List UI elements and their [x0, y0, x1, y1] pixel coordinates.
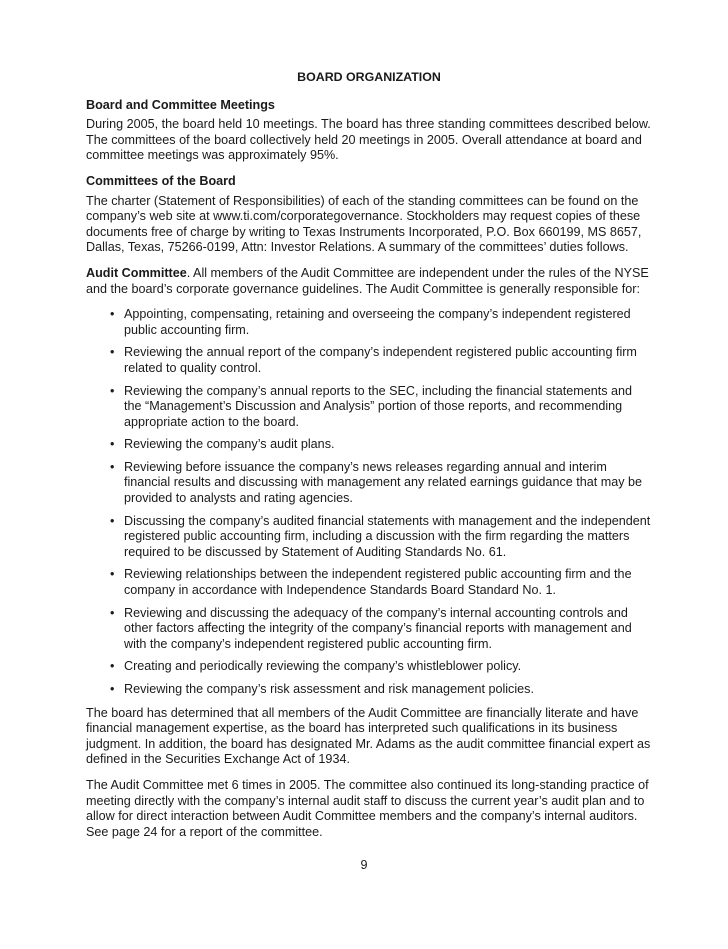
list-item-text: Reviewing relationships between the independent registered public accounting firm and the company in accordance with Independence Standards Board Standard No. 1.	[124, 567, 632, 598]
bullet-icon: •	[110, 605, 115, 620]
document-page	[86, 70, 652, 850]
audit-intro-paragraph	[86, 266, 652, 297]
bullet-icon: •	[110, 567, 115, 582]
list-item	[107, 345, 652, 376]
list-item	[107, 567, 652, 598]
list-item-text: Creating and periodically reviewing the company’s whistleblower policy.	[124, 659, 522, 674]
audit-expertise-paragraph: The board has determined that all members of the Audit Committee are financially literate and have financial management expertise, as the board has interpreted such qualifications in its business judgment. In addition, the board has designated Mr. Adams as the audit committee financial expert as defined in the Securities Exchange Act of 1934.	[86, 705, 651, 767]
list-item	[107, 307, 652, 338]
bullet-icon: •	[110, 682, 115, 696]
audit-responsibilities-list	[86, 307, 652, 697]
bullet-icon: •	[110, 659, 115, 674]
bullet-icon: •	[110, 307, 115, 322]
list-item	[107, 437, 652, 453]
audit-committee-lead: Audit Committee	[86, 265, 187, 280]
audit-intro-text: . All members of the Audit Committee are independent under the rules of the NYSE and the board’s corporate governance guidelines. The Audit Committee is generally responsible for:	[86, 265, 649, 296]
list-item	[107, 659, 652, 675]
list-item-text: Reviewing the company’s risk assessment and risk management policies.	[124, 682, 534, 696]
list-item-text: Reviewing and discussing the adequacy of the company’s internal accounting controls and other factors affecting the integrity of the company’s financial reports with management and with the company’s independent registered public accounting firm.	[124, 605, 632, 651]
list-item-text: Reviewing the company’s annual reports to the SEC, including the financial statements and the “Management’s Discussion and Analysis” portion of those reports, and recommending appropriate action to the board.	[124, 383, 633, 429]
bullet-icon: •	[110, 459, 115, 474]
list-item	[107, 682, 652, 698]
list-item	[107, 384, 652, 431]
list-item	[107, 514, 652, 561]
page-number: 9	[360, 858, 368, 872]
bullet-icon: •	[110, 437, 115, 452]
list-item-text: Discussing the company’s audited financial statements with management and the independent registered public accounting firm, including a discussion with the firm regarding the matters required to be discussed by Statement of Auditing Standards No. 61.	[124, 513, 651, 559]
page-title: BOARD ORGANIZATION	[297, 70, 441, 84]
meetings-paragraph: During 2005, the board held 10 meetings. The board has three standing committees described below. The committees of the board collectively held 20 meetings in 2005. Overall attendance at board and committee meetings was approximately 95%.	[86, 117, 651, 163]
list-item-text: Reviewing the company’s audit plans.	[124, 437, 335, 452]
committees-heading: Committees of the Board	[86, 173, 236, 188]
bullet-icon: •	[110, 345, 115, 360]
list-item-text: Reviewing before issuance the company’s news releases regarding annual and interim financial results and discussing with management any related earnings guidance that may be provided to analysts and rating agencies.	[124, 459, 643, 506]
list-item	[107, 606, 652, 653]
list-item-text: Reviewing the annual report of the company’s independent registered public accounting firm related to quality control.	[124, 345, 637, 375]
meetings-heading: Board and Committee Meetings	[86, 97, 275, 112]
bullet-icon: •	[110, 383, 115, 398]
audit-meetings-paragraph: The Audit Committee met 6 times in 2005. The committee also continued its long-standing practice of meeting directly with the company’s internal audit staff to discuss the current year’s audit plan and to allow for direct interaction between Audit Committee members and the company’s internal auditors. See page 24 for a report of the committee.	[86, 777, 649, 839]
list-item-text: Appointing, compensating, retaining and overseeing the company’s independent registered public accounting firm.	[124, 307, 631, 337]
bullet-icon: •	[110, 513, 115, 528]
list-item	[107, 460, 652, 507]
committees-paragraph: The charter (Statement of Responsibilities) of each of the standing committees can be found on the company’s web site at www.ti.com/corporategovernance. Stockholders may request copies of these documents free of charge by writing to Texas Instruments Incorporated, P.O. Box 660199, MS 8657, Dallas, Texas, 75266-0199, Attn: Investor Relations. A summary of the committees’ duties follows.	[86, 193, 642, 255]
